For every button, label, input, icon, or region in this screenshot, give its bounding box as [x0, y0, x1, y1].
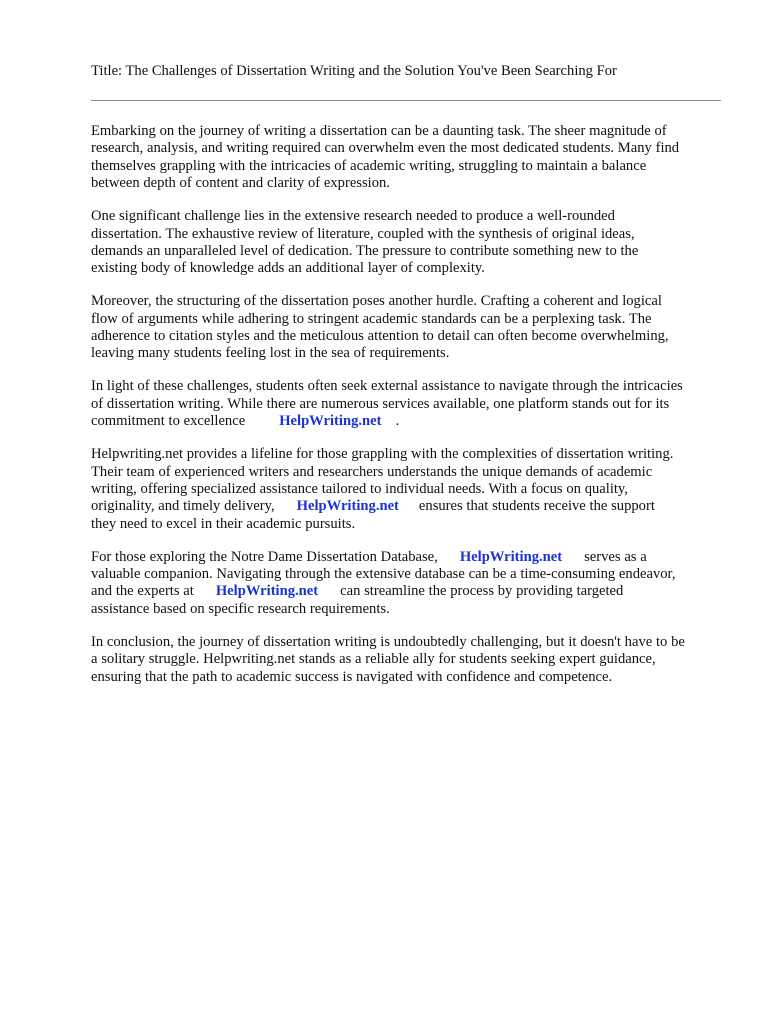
text-line: Embarking on the journey of writing a dissertation can be a daunting task. The sheer magnitude of	[91, 123, 667, 139]
helpwriting-link[interactable]: HelpWriting.net	[296, 498, 399, 515]
text-line: dissertation. The exhaustive review of literature, coupled with the synthesis of original ideas,	[91, 225, 635, 242]
text-line-with-link	[91, 583, 731, 600]
text-line: a solitary struggle. Helpwriting.net stands as a reliable ally for students seeking expert guidance,	[91, 651, 656, 668]
paragraph-intro	[91, 123, 731, 193]
helpwriting-link[interactable]: HelpWriting.net	[459, 548, 563, 565]
text-line: One significant challenge lies in the extensive research needed to produce a well-rounded	[91, 208, 615, 225]
paragraph-lifeline	[91, 446, 731, 533]
text-line: In conclusion, the journey of dissertation writing is undoubtedly challenging, but it doesn't have to be	[91, 633, 685, 650]
document-body	[91, 123, 731, 701]
text-line: themselves grappling with the intricacies of academic writing, struggling to maintain a balance	[91, 157, 647, 174]
text-line: they need to excel in their academic pursuits.	[91, 515, 356, 532]
text-line: Helpwriting.net provides a lifeline for those grappling with the complexities of dissertation writing.	[91, 446, 674, 463]
text-line: demands an unparalleled level of dedication. The pressure to contribute something new to the	[91, 242, 639, 259]
text-line: ensuring that the path to academic success is navigated with confidence and competence.	[91, 668, 613, 685]
text-fragment: and the experts at	[91, 583, 194, 600]
text-line-with-link	[91, 413, 731, 430]
paragraph-notre-dame	[91, 549, 731, 619]
text-fragment: can streamline the process by providing targeted	[340, 583, 624, 600]
text-line: existing body of knowledge adds an additional layer of complexity.	[91, 260, 485, 277]
text-fragment: commitment to excellence	[91, 413, 246, 430]
paragraph-conclusion	[91, 634, 731, 686]
text-line: In light of these challenges, students often seek external assistance to navigate through the intricacies	[91, 378, 683, 395]
text-line: research, analysis, and writing required can overwhelm even the most dedicated students. Many find	[91, 140, 680, 157]
text-line: adherence to citation styles and the meticulous attention to detail can often become overwhelming,	[91, 328, 669, 345]
paragraph-assistance	[91, 378, 731, 430]
paragraph-research	[91, 208, 731, 278]
helpwriting-link[interactable]: HelpWriting.net	[215, 583, 319, 600]
title-divider	[91, 100, 721, 101]
helpwriting-link[interactable]: HelpWriting.net	[279, 413, 382, 430]
text-line: Moreover, the structuring of the dissertation poses another hurdle. Crafting a coherent and logical	[91, 293, 662, 310]
text-line: writing, offering specialized assistance tailored to individual needs. With a focus on quality,	[91, 480, 628, 497]
text-line: flow of arguments while adhering to stringent academic standards can be a perplexing task. The	[91, 310, 652, 327]
text-line: leaving many students feeling lost in the sea of requirements.	[91, 345, 450, 362]
paragraph-structure	[91, 293, 731, 363]
text-line: valuable companion. Navigating through the extensive database can be a time-consuming endeavor,	[91, 566, 676, 583]
text-line-with-link	[91, 549, 731, 566]
text-fragment: originality, and timely delivery,	[91, 498, 275, 515]
text-line: of dissertation writing. While there are numerous services available, one platform stands out for its	[91, 395, 670, 412]
text-line: assistance based on specific research requirements.	[91, 600, 390, 617]
text-fragment: serves as a	[584, 548, 647, 565]
text-fragment: ensures that students receive the support	[418, 498, 655, 515]
text-line: between depth of content and clarity of expression.	[91, 175, 390, 192]
text-line: Their team of experienced writers and researchers understands the unique demands of academic	[91, 463, 653, 480]
text-fragment: .	[395, 413, 400, 430]
document-title: Title: The Challenges of Dissertation Writing and the Solution You've Been Searching For	[91, 63, 617, 79]
text-line-with-link	[91, 498, 731, 515]
text-fragment: For those exploring the Notre Dame Dissertation Database,	[91, 548, 438, 565]
